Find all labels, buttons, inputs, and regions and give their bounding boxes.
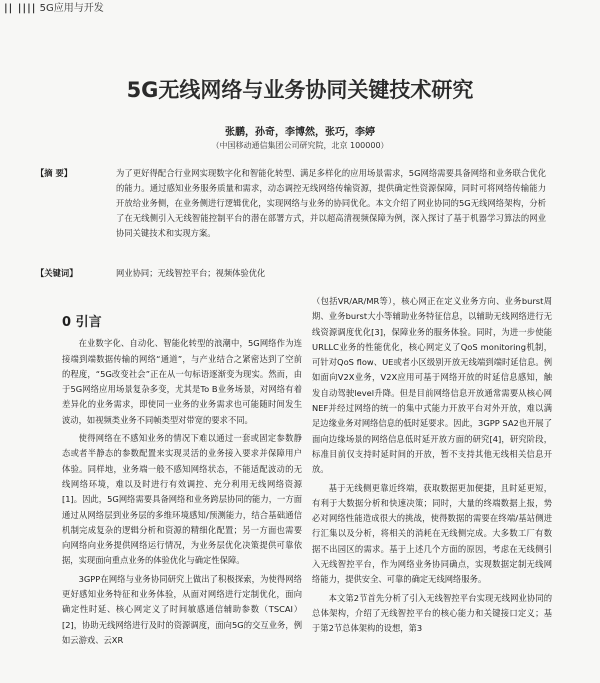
right-column — [312, 294, 552, 640]
keywords-text: 网业协同；无线智控平台；视频体验优化 — [116, 268, 266, 278]
affiliation: （中国移动通信集团公司研究院，北京 100000） — [211, 141, 389, 150]
keywords-tag: 【关键词】 — [36, 268, 78, 278]
keywords-block — [36, 266, 546, 281]
right-paragraph-3: 本文第2节首先分析了引入无线智控平台实现无线网业协同的总体架构，介绍了无线智控平台的核心能力和关键接口定义；基于第2节总体架构的设想，第3 — [312, 592, 552, 634]
header-bars: || |||| — [4, 3, 37, 14]
left-column — [62, 315, 302, 651]
abstract-text: 为了更好得配合行业网实现数字化和智能化转型、满足多样化的应用场景需求，5G网络需要具备网络和业务联合优化的能力。通过感知业务服务质量和需求，动态调控无线网络传输资源，提供确定性资源保障，同时可将网络传输能力开放给业务侧，在业务侧进行逻辑优化，实现网络与业务的协同优化。本文介绍了网业协同的5G无线网络架构，分析了在无线侧引入无线智能控制平台的潜在部署方式，并以超高清视频保障为例，深入探讨了基于机器学习算法的网业协同关键技术和实现方案。 — [116, 168, 546, 238]
abstract-tag: 【摘 要】 — [36, 168, 73, 178]
left-paragraph-3: 3GPP在网络与业务协同研究上做出了积极探索，为使得网络更好感知业务特征和业务体验，从面对网络进行定制优化，面向确定性时延、核心网定义了时间敏感通信辅助参数（TSCAI）[2]，协助无线网络进行及时的资源调度，面向5G的交互业务，例如云游戏、云XR — [62, 573, 302, 645]
right-paragraph-2: 基于无线侧更靠近终端，获取数据更加便捷，且时延更短，有利于大数据分析和快速决策；同时，大量的终端数据上报，势必对网络性能造成很大的挑战，使得数据的需要在终端/基站侧进行汇集以及分析，将相关的消耗在无线侧完成。大多数工厂有数据不出园区的需求。基于上述几个方面的原因，考虑在无线侧引入无线智控平台，作为网络业务协同确点，实现数据定制无线网络能力，提供安全、可靠的确定无线网络服务。 — [312, 482, 552, 585]
section-title: 0 引言 — [62, 315, 102, 330]
abstract-block — [36, 166, 546, 241]
left-paragraph-2: 使得网络在不感知业务的情况下难以通过一套或固定参数静态或者半静态的参数配置来实现灵活的业务接入要求并保障用户体验。同样地，业务端一般不感知网络状态，不能适配波动的无线网络环境，难以及时进行有效调控、充分利用无线网络资源[1]。因此，5G网络需要具备网络和业务跨层协同的能力，一方面通过从网络层到业务层的多维环境感知/预测能力，结合基础通信机制完成复杂的逻辑分析和资源的精细化配置；另一方面也需要向网络向业务提供网络运行情况，为业务层优化决策提供可靠依据，实现面向重点业务的体验优化与确定性保障。 — [62, 433, 302, 566]
left-paragraph-1: 在业数字化、自动化、智能化转型的浪潮中，5G网络作为连接端到端数据传输的网络“通道”，与产业结合之紧密达到了空前的程度，“5G改变社会”正在从一句标语逐渐变为现实。然而，由于5G网络应用场景复杂多变，尤其是To B业务场景，对网络有着差异化的业务需求，即使同一业务的业务需求也可能随时间发生波动，如视频类业务不同帧类型对带宽的要求不同。 — [62, 338, 302, 425]
authors: 张鹏，孙奇，李博然，张巧，李婷 — [225, 127, 375, 138]
header-label: 5G应用与开发 — [39, 3, 104, 14]
right-paragraph-1: （包括VR/AR/MR等），核心网正在定义业务方向、业务burst周期、业务burst大小等辅助业务特征信息，以辅助无线网络进行无线资源调度优化[3]，保障业务的服务体验。同时，为进一步使能URLLC业务的性能优化，核心网定义了QoS monitoring机制，可针对QoS flow、UE或者小区级别开放无线端到端时延信息。例如面向V2X业务，V2X应用可基于网络开放的时延信息感知，触发自动驾驶level升降。但是目前网络信息开放通常需要从核心网NEF并经过网络的统一的集中式能力开放平台对外开放，难以满足边缘业务对网络信息的低时延要求。因此，3GPP SA2也开展了面向边缘场景的网络信息低时延开放方面的研究[4]，研究阶段，标准目前仅支持时延时间的开放，暂不支持其他无线相关信息开放。 — [312, 296, 552, 475]
journal-header — [0, 0, 104, 18]
paper-title: 5G无线网络与业务协同关键技术研究 — [126, 78, 474, 102]
